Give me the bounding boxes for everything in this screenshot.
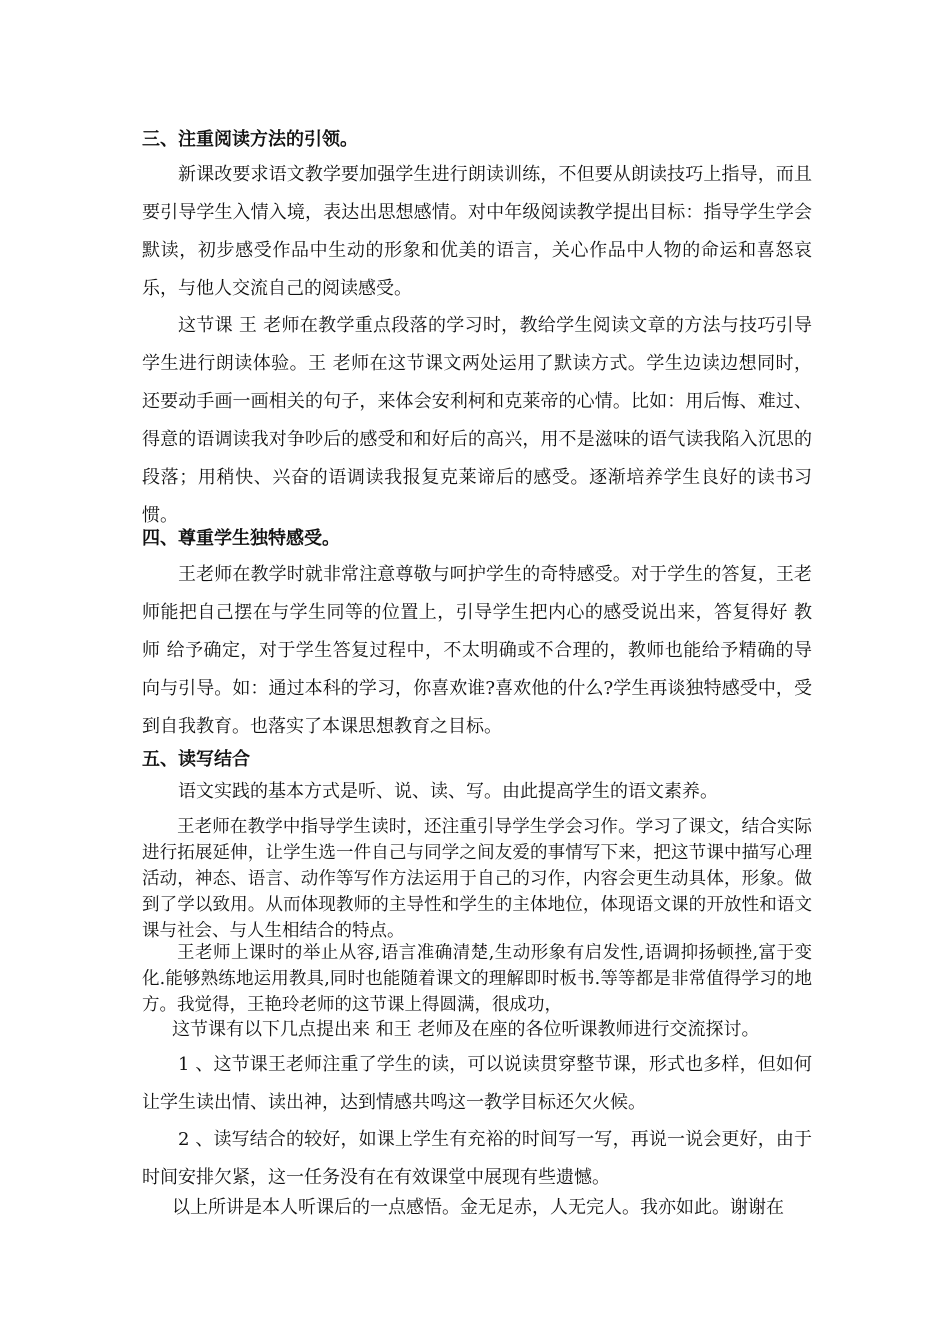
section-5-heading: 五、读写结合	[142, 749, 250, 770]
section-3-paragraph-1: 新课改要求语文教学要加强学生进行朗读训练，不但要从朗读技巧上指导，而且要引导学生入情入境，表达出思想感情。对中年级阅读教学提出目标：指导学生学会默读，初步感受作品中生动的形象和优美的语言，关心作品中人物的命运和喜怒哀乐，与他人交流自己的阅读感受。	[142, 164, 812, 299]
section-5-paragraph-3: 王老师上课时的举止从容,语言准确清楚,生动形象有启发性,语调抑扬顿挫,富于变化.能够熟练地运用教具,同时也能随着课文的理解即时板书.等等都是非常值得学习的地方。我觉得，王艳玲老师的这节课上得圆满，很成功，	[142, 943, 812, 1015]
section-4-heading: 四、尊重学生独特感受。	[142, 528, 340, 549]
closing-paragraph: 以上所讲是本人听课后的一点感悟。金无足赤，人无完人。我亦如此。谢谢在	[172, 1197, 784, 1218]
section-5-paragraph-2: 王老师在教学中指导学生读时，还注重引导学生学会习作。学习了课文，结合实际进行拓展延伸，让学生选一件自己与同学之间友爱的事情写下来，把这节课中描写心理活动，神态、语言、动作等写作方法运用于自己的习作，内容会更生动具体，形象。做到了学以致用。从而体现教师的主导性和学生的主体地位，体现语文课的开放性和语文课与社会、与人生相结合的特点。	[142, 817, 812, 941]
section-5-paragraph-4: 这节课有以下几点提出来 和王 老师及在座的各位听课教师进行交流探讨。	[172, 1019, 760, 1040]
section-3-heading: 三、注重阅读方法的引领。	[142, 129, 358, 150]
section-5-paragraph-1: 语文实践的基本方式是听、说、读、写。由此提高学生的语文素养。	[178, 781, 718, 802]
section-4-paragraph-1: 王老师在教学时就非常注意尊敬与呵护学生的奇特感受。对于学生的答复，王老师能把自己摆在与学生同等的位置上，引导学生把内心的感受说出来，答复得好 教师 给予确定，对于学生答复过程中，不太明确或不合理的，教师也能给予精确的导向与引导。如：通过本科的学习，你喜欢谁?喜欢他的什么?学生再谈独特感受中，受到自我教育。也落实了本课思想教育之目标。	[142, 564, 812, 737]
suggestion-item-2: 2 、读写结合的较好，如课上学生有充裕的时间写一写，再说一说会更好，由于时间安排欠紧，这一任务没有在有效课堂中展现有些遗憾。	[142, 1129, 812, 1188]
suggestion-item-1: 1 、这节课王老师注重了学生的读，可以说读贯穿整节课，形式也多样，但如何让学生读出情、读出神，达到情感共鸣这一教学目标还欠火候。	[142, 1054, 812, 1113]
section-3-paragraph-2: 这节课 王 老师在教学重点段落的学习时，教给学生阅读文章的方法与技巧引导学生进行朗读体验。王 老师在这节课文两处运用了默读方式。学生边读边想同时，还要动手画一画相关的句子，来体会安利柯和克莱帝的心情。比如：用后悔、难过、得意的语调读我对争吵后的感受和和好后的高兴，用不是滋味的语气读我陷入沉思的段落；用稍快、兴奋的语调读我报复克莱谛后的感受。逐渐培养学生良好的读书习惯。	[142, 315, 812, 526]
